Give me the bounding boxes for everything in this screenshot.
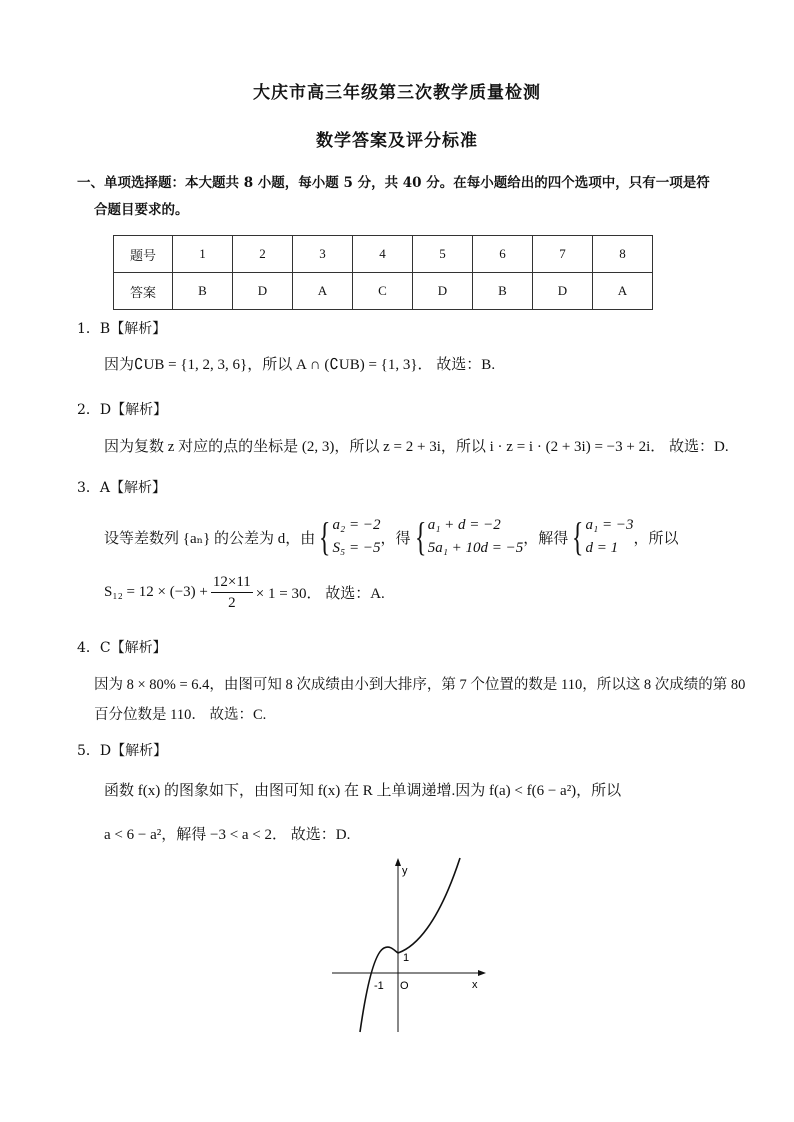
y-axis-arrow (395, 858, 401, 866)
section-heading-line1: 一、单项选择题：本大题共 8 小题，每小题 5 分，共 40 分。在每小题给出的四个选项中，只有一项是符 (77, 175, 710, 191)
q3-text4: ，所以 (633, 530, 679, 547)
table-cell: D (233, 273, 293, 310)
table-cell: 1 (173, 236, 233, 273)
q1-solution: 因为∁UB = {1, 2, 3, 6}，所以 A ∩ (∁UB) = {1, 3}． 故选：B. (104, 357, 496, 373)
q3-line2-a: S₁₂ = 12 × (−3) + (104, 583, 208, 600)
origin-label: O (400, 980, 409, 992)
page-title: 大庆市高三年级第三次教学质量检测 (253, 83, 541, 103)
table-cell: 8 (593, 236, 653, 273)
table-cell: C (353, 273, 413, 310)
brace-glyph: { (414, 514, 426, 559)
system-row: 5a₁ + 10d = −5 (427, 540, 524, 556)
function-curve (360, 858, 460, 1032)
page-subtitle: 数学答案及评分标准 (316, 131, 478, 151)
brace-glyph: { (572, 514, 584, 559)
system-row: d = 1 (585, 540, 619, 556)
table-cell: B (173, 273, 233, 310)
x-axis-arrow (478, 970, 486, 976)
table-cell: A (293, 273, 353, 310)
q5-line1: 函数 f(x) 的图象如下，由图可知 f(x) 在 R 上单调递增.因为 f(a) < f(6 − a²)，所以 (104, 783, 622, 799)
table-row-answers (114, 273, 653, 310)
q3-text1: 设等差数列 {aₙ} 的公差为 d，由 (104, 530, 316, 547)
q3-line2 (104, 570, 385, 614)
table-cell-label: 题号 (114, 236, 173, 273)
q4-head: 4．C【解析】 (77, 640, 167, 656)
system-row: S₅ = −5 (332, 540, 381, 556)
q4-line2: 百分位数是 110． 故选：C. (94, 707, 267, 723)
q3-system1 (333, 514, 381, 560)
table-cell: 7 (533, 236, 593, 273)
system-row: a₁ = −3 (585, 517, 634, 533)
q3-head: 3．A【解析】 (77, 480, 167, 496)
answer-table (113, 235, 653, 310)
y-axis-label: y (402, 865, 408, 877)
table-cell: 3 (293, 236, 353, 273)
q4-line1: 因为 8 × 80% = 6.4，由图可知 8 次成绩由小到大排序，第 7 个位置的数是 110，所以这 8 次成绩的第 80 (94, 677, 746, 693)
q1-head: 1．B【解析】 (77, 321, 167, 337)
table-cell: 6 (473, 236, 533, 273)
q2-head: 2．D【解析】 (77, 402, 168, 418)
system-row: a₂ = −2 (332, 517, 381, 533)
q3-system3 (586, 514, 634, 560)
fraction-denominator: 2 (228, 594, 236, 611)
fraction-numerator: 12×11 (211, 572, 253, 593)
table-cell: 5 (413, 236, 473, 273)
section-heading-line2: 合题目要求的。 (94, 202, 189, 218)
table-cell: 2 (233, 236, 293, 273)
q2-solution: 因为复数 z 对应的点的坐标是 (2, 3)，所以 z = 2 + 3i，所以 i · z = i · (2 + 3i) = −3 + 2i． 故选：D. (104, 439, 729, 455)
one-label: 1 (403, 952, 410, 964)
q3-text2: ，得 (380, 530, 411, 547)
table-cell-label: 答案 (114, 273, 173, 310)
table-cell: B (473, 273, 533, 310)
neg-one-label: -1 (374, 980, 384, 992)
q3-line1 (104, 512, 679, 562)
function-graph (320, 850, 500, 1035)
brace-glyph: { (319, 514, 331, 559)
q3-system2 (428, 514, 524, 560)
q5-head: 5．D【解析】 (77, 743, 168, 759)
q5-line2: a < 6 − a²，解得 −3 < a < 2． 故选：D. (104, 827, 351, 843)
table-cell: D (533, 273, 593, 310)
q3-line2-b: × 1 = 30． 故选：A. (255, 585, 385, 602)
q3-text3: ，解得 (523, 530, 569, 547)
x-axis-label: x (472, 979, 478, 991)
q3-fraction (211, 572, 253, 613)
table-row-numbers (114, 236, 653, 273)
table-cell: 4 (353, 236, 413, 273)
table-cell: D (413, 273, 473, 310)
table-cell: A (593, 273, 653, 310)
system-row: a₁ + d = −2 (427, 517, 501, 533)
